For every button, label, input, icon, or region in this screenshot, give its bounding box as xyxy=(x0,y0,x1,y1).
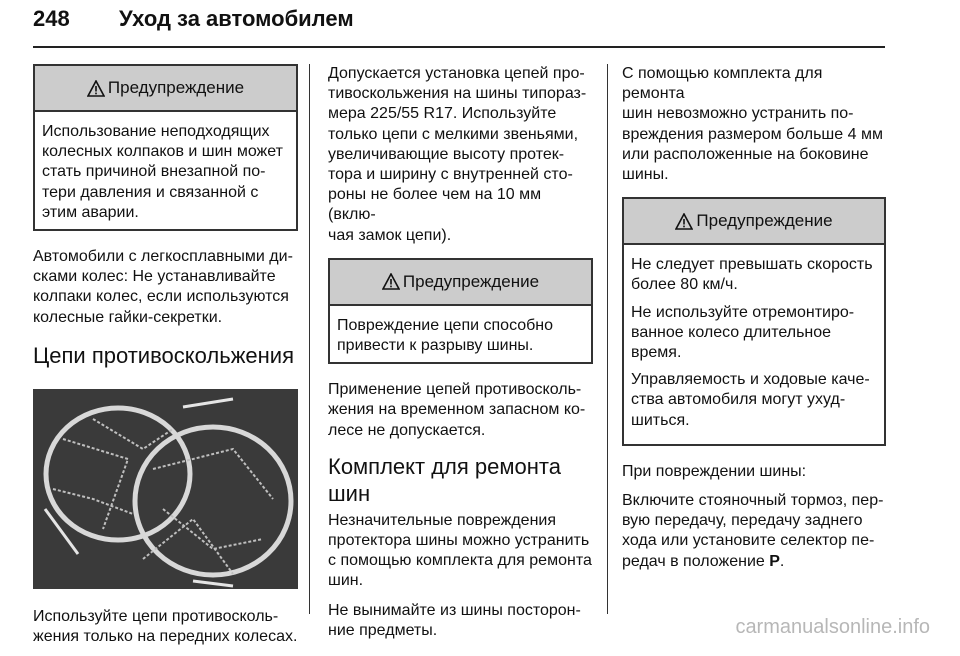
text-line: жения на временном запасном ко- xyxy=(328,401,586,419)
warning-line: тери давления и связанной с xyxy=(42,183,259,201)
text-line: шин невозможно устранить по- xyxy=(622,105,854,123)
paragraph xyxy=(328,601,593,641)
heading-line: Комплект для ремонта xyxy=(328,453,561,479)
text-line: Не вынимайте из шины посторон- xyxy=(328,601,581,619)
warning-body xyxy=(330,306,591,362)
warning-box xyxy=(622,197,886,446)
text-line: лесе не допускается. xyxy=(328,421,486,439)
text-line: Применение цепей противосколь- xyxy=(328,381,582,399)
column-divider-2 xyxy=(607,64,608,614)
page-title: Уход за автомобилем xyxy=(119,6,354,31)
text-fragment: редач в положение xyxy=(622,552,770,570)
warning-header xyxy=(330,260,591,306)
warning-line: более 80 км/ч. xyxy=(631,276,738,294)
text-line: жения только на передних колесах. xyxy=(33,628,298,646)
warning-line: Использование неподходящих xyxy=(42,123,270,140)
text-line: увеличивающие высоту протек- xyxy=(328,145,565,163)
text-line: с помощью комплекта для ремонта xyxy=(328,552,592,570)
paragraph xyxy=(328,64,593,246)
paragraph xyxy=(33,247,298,328)
warning-box xyxy=(328,258,593,364)
text-line: вреждения размером больше 4 мм xyxy=(622,125,883,143)
text-fragment: . xyxy=(779,552,785,570)
warning-body xyxy=(624,245,884,444)
text-line: колпаки колес, если используются xyxy=(33,288,289,306)
text-line: Включите стояночный тормоз, пер- xyxy=(622,492,884,510)
warning-line: Повреждение цепи способно xyxy=(337,316,554,334)
page-number: 248 xyxy=(33,6,70,31)
text-line: С помощью комплекта для ремонта xyxy=(622,65,823,103)
warning-title: Предупреждение xyxy=(402,271,540,291)
paragraph xyxy=(622,64,886,185)
heading-line: шин xyxy=(328,480,371,506)
warning-triangle-icon xyxy=(675,213,693,230)
column-divider-1 xyxy=(309,64,310,614)
text-line xyxy=(622,552,886,572)
paragraph xyxy=(622,491,886,572)
text-line: протектора шины можно устранить xyxy=(328,532,590,550)
text-line: хода или установите селектор пе- xyxy=(622,532,875,550)
text-line: Незначительные повреждения xyxy=(328,511,557,529)
image-caption xyxy=(33,607,298,647)
text-line: шины. xyxy=(622,166,669,184)
text-line: ние предметы. xyxy=(328,621,438,639)
warning-title: Предупреждение xyxy=(696,211,833,231)
text-line: только цепи с мелкими звеньями, xyxy=(328,125,579,143)
selector-position-p: P xyxy=(769,552,780,570)
text-line: тивоскольжения на шины типораз- xyxy=(328,85,587,103)
warning-line: ства автомобиля могут ухуд- xyxy=(631,391,846,409)
warning-line: Не следует превышать скорость xyxy=(631,256,873,274)
warning-paragraph xyxy=(631,370,876,431)
warning-title: Предупреждение xyxy=(107,77,245,97)
text-line: или расположенные на боковине xyxy=(622,145,869,163)
warning-box xyxy=(33,64,298,231)
header-rule xyxy=(33,46,885,48)
paragraph: При повреждении шины: xyxy=(622,462,807,480)
text-line: шин. xyxy=(328,572,364,590)
watermark: carmanualsonline.info xyxy=(735,616,930,638)
warning-paragraph xyxy=(631,303,876,364)
text-line: мера 225/55 R17. Используйте xyxy=(328,105,557,123)
warning-triangle-icon xyxy=(87,80,105,97)
text-line: колесные гайки-секретки. xyxy=(33,308,223,326)
text-line: вую передачу, передачу заднего xyxy=(622,512,863,530)
paragraph xyxy=(328,511,593,592)
warning-triangle-icon xyxy=(382,273,400,290)
text-line: роны не более чем на 10 мм (вклю- xyxy=(328,186,542,224)
warning-line: привести к разрыву шины. xyxy=(337,337,534,355)
warning-paragraph xyxy=(631,255,876,295)
paragraph xyxy=(328,380,593,441)
column-2 xyxy=(328,64,593,650)
warning-line: колесных колпаков и шин может xyxy=(42,143,283,161)
warning-line: стать причиной внезапной по- xyxy=(42,163,266,181)
warning-line: Управляемость и ходовые каче- xyxy=(631,371,870,389)
warning-header xyxy=(35,66,296,112)
snow-chains-illustration xyxy=(33,389,298,589)
warning-line: Не используйте отремонтиро- xyxy=(631,303,855,321)
text-line: Автомобили с легкосплавными ди- xyxy=(33,248,293,266)
text-line: сками колес: Не устанавливайте xyxy=(33,268,276,286)
text-line: чая замок цепи). xyxy=(328,226,452,244)
section-heading xyxy=(328,453,593,507)
warning-line: время. xyxy=(631,344,682,362)
text-line: Используйте цепи противосколь- xyxy=(33,608,279,626)
text-line: тора и ширину с внутренней сто- xyxy=(328,166,573,184)
warning-line: этим аварии. xyxy=(42,203,139,221)
section-heading: Цепи противоскольжения xyxy=(33,342,294,368)
warning-line: шиться. xyxy=(631,411,690,429)
warning-line: ванное колесо длительное xyxy=(631,323,832,341)
warning-header xyxy=(624,199,884,245)
column-3 xyxy=(622,64,886,581)
column-1 xyxy=(33,64,298,656)
warning-body xyxy=(35,112,296,229)
text-line: Допускается установка цепей про- xyxy=(328,65,585,82)
